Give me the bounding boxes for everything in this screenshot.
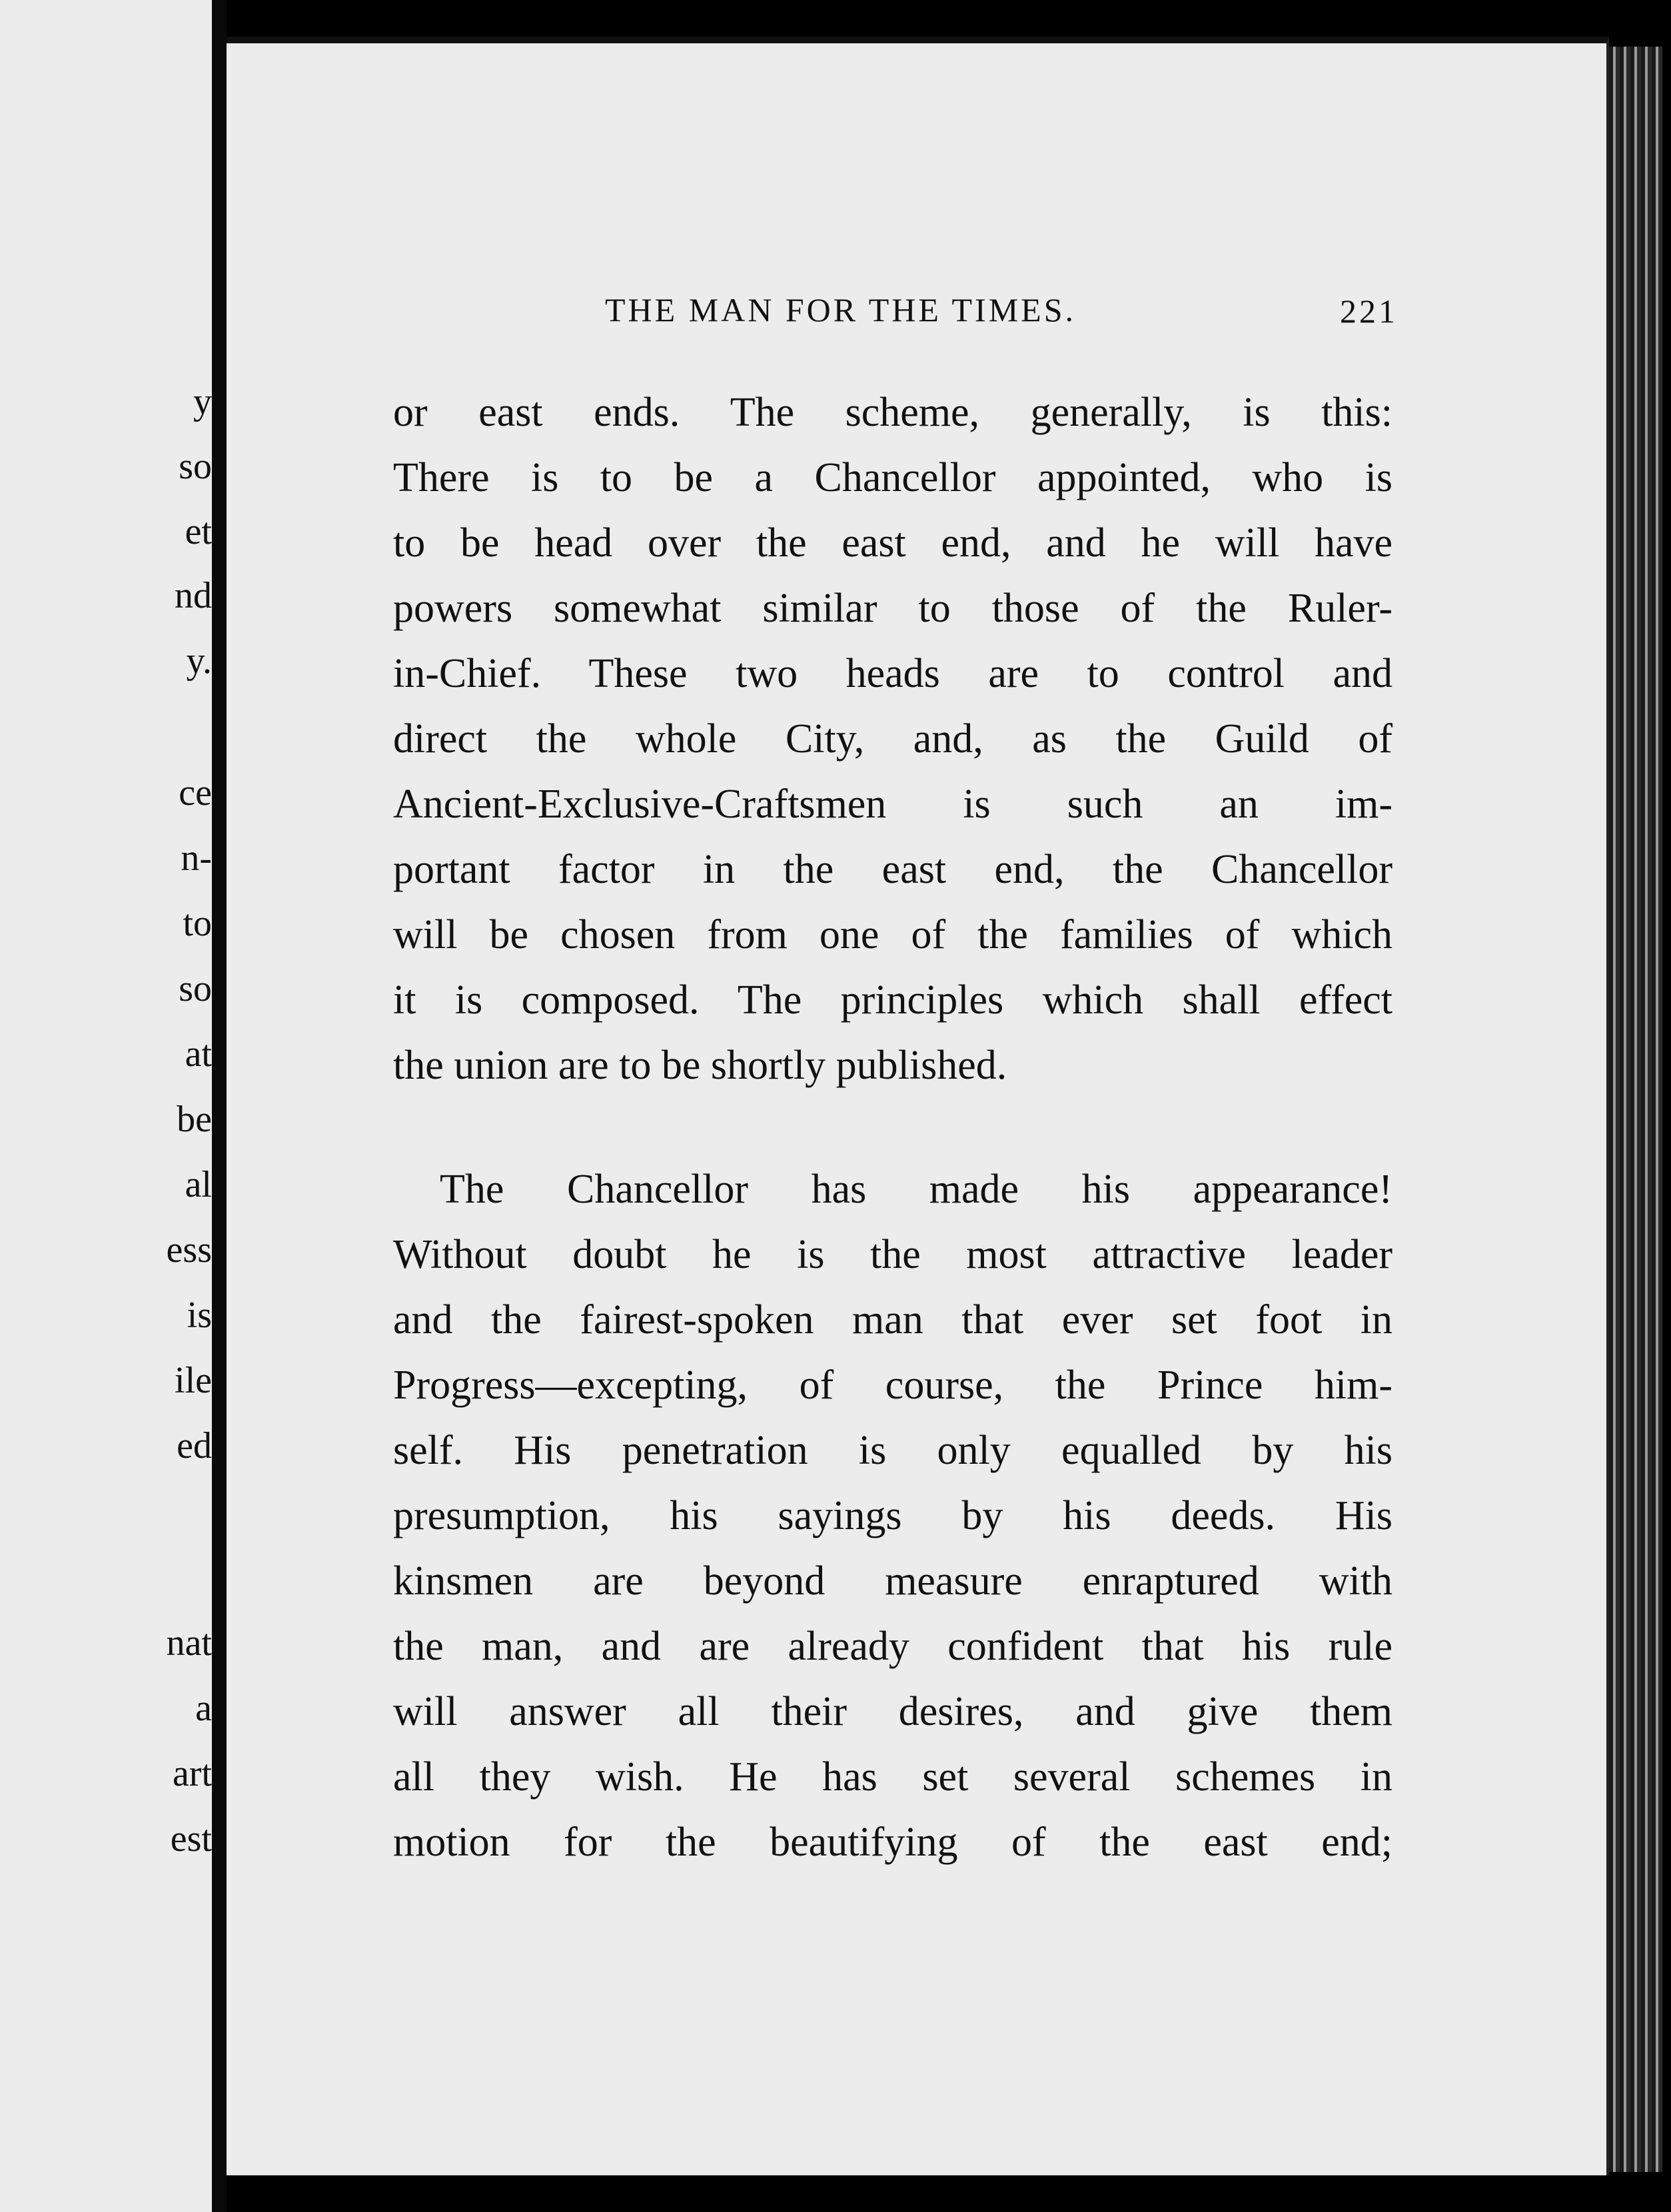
left-facing-page: [0, 0, 212, 2212]
left-page-fragment: est: [170, 1818, 212, 1860]
left-page-fragment: be: [177, 1099, 212, 1140]
text-line: in-Chief. These two heads are to control and: [393, 651, 1392, 696]
left-page-fragment: so: [179, 968, 212, 1009]
text-line: all they wish. He has set several schemes in: [393, 1754, 1392, 1800]
body-text: [393, 380, 1392, 1875]
left-page-fragment: nd: [175, 575, 212, 616]
paragraph: [393, 1157, 1392, 1875]
text-line: and the fairest-spoken man that ever set foot in: [393, 1297, 1392, 1343]
text-line: to be head over the east end, and he will have: [393, 520, 1392, 566]
text-line: kinsmen are beyond measure enraptured with: [393, 1558, 1392, 1604]
text-line: the union are to be shortly published.: [393, 1043, 1007, 1088]
left-page-fragment: et: [185, 511, 212, 552]
text-line: motion for the beautifying of the east end;: [393, 1820, 1392, 1865]
text-line: Progress—excepting, of course, the Prince him-: [393, 1363, 1392, 1408]
running-head: [378, 271, 1398, 330]
left-page-fragment: is: [187, 1295, 212, 1336]
page-edges: [1609, 47, 1662, 2172]
paragraph: [393, 380, 1392, 1098]
text-line: will be chosen from one of the families of which: [393, 912, 1392, 957]
left-page-fragment: so: [179, 446, 212, 487]
left-page-fragment: to: [183, 903, 212, 944]
text-line: There is to be a Chancellor appointed, who is: [393, 455, 1392, 500]
text-line: or east ends. The scheme, generally, is this:: [393, 390, 1392, 435]
text-line: powers somewhat similar to those of the Ruler-: [393, 586, 1392, 631]
left-page-fragment: at: [185, 1033, 212, 1075]
running-head-title: THE MAN FOR THE TIMES.: [605, 291, 1077, 328]
left-page-fragment: n-: [181, 837, 212, 879]
left-page-fragment: art: [172, 1753, 212, 1794]
text-line: The Chancellor has made his appearance!: [440, 1167, 1392, 1212]
text-line: it is composed. The principles which shall effect: [393, 977, 1392, 1023]
page-number: 221: [1340, 292, 1398, 330]
left-page-fragment: al: [185, 1164, 212, 1205]
text-line: Without doubt he is the most attractive leader: [393, 1232, 1392, 1277]
left-page-fragment: y: [193, 381, 212, 422]
text-line: portant factor in the east end, the Chancellor: [393, 847, 1392, 892]
left-page-fragment: nat: [166, 1622, 212, 1664]
left-page-fragment: a: [195, 1688, 212, 1729]
left-page-fragment: ce: [179, 772, 212, 814]
left-page-fragment: ess: [166, 1229, 212, 1271]
text-line: self. His penetration is only equalled by his: [393, 1428, 1392, 1473]
left-page-fragment: ile: [175, 1360, 212, 1401]
left-page-fragment: ed: [177, 1425, 212, 1466]
text-line: presumption, his sayings by his deeds. His: [393, 1493, 1392, 1538]
text-line: Ancient-Exclusive-Craftsmen is such an im-: [393, 782, 1392, 827]
text-line: direct the whole City, and, as the Guild of: [393, 716, 1392, 762]
left-page-fragment: y.: [186, 640, 212, 682]
text-line: the man, and are already confident that his rule: [393, 1624, 1392, 1669]
book-gutter: [212, 0, 227, 2212]
text-line: will answer all their desires, and give them: [393, 1689, 1392, 1734]
paragraph-gap: [393, 1098, 1392, 1157]
